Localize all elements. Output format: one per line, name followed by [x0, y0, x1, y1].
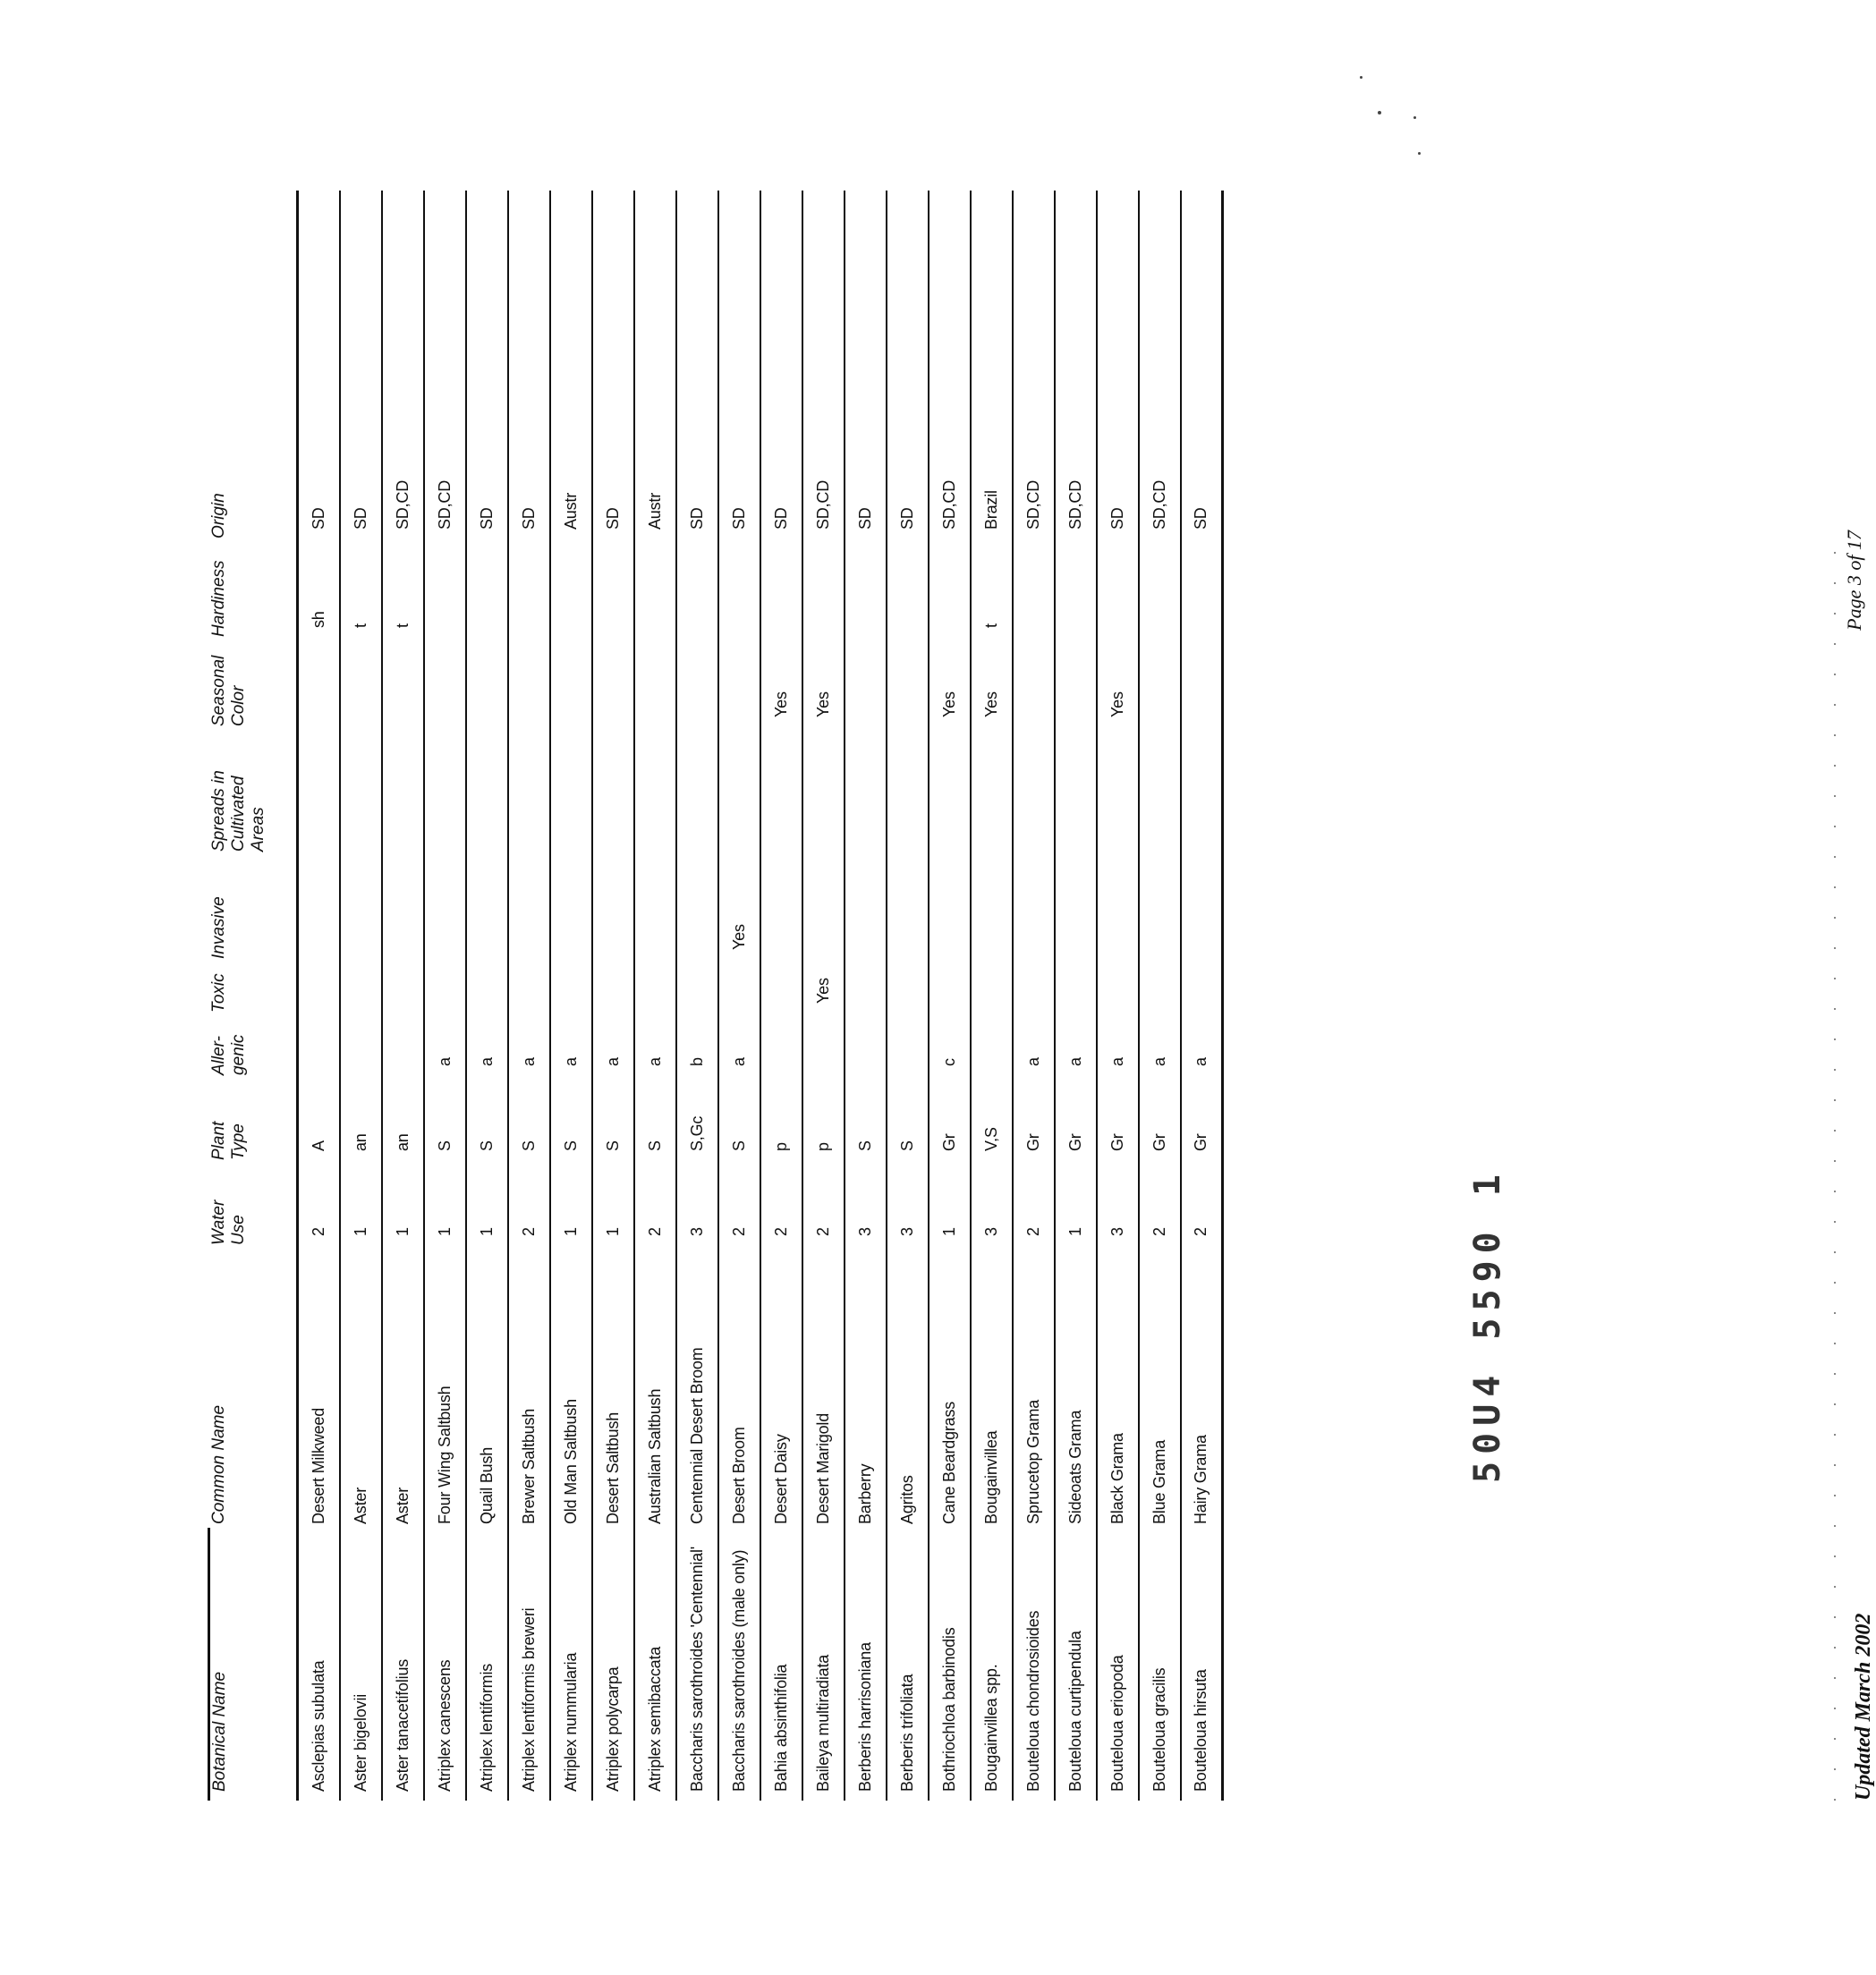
table-row — [845, 191, 887, 1801]
table-cell — [592, 640, 634, 730]
table-cell: Quail Bush — [477, 1446, 496, 1524]
table-cell: SD — [351, 507, 369, 530]
table-cell — [298, 730, 340, 855]
table-cell: 1 — [477, 1227, 496, 1236]
table-cell: Aster tanacetifolius — [393, 1658, 412, 1792]
table-cell: Barberry — [855, 1463, 874, 1524]
table-cell: an — [351, 1133, 369, 1151]
table-cell — [718, 962, 760, 1016]
table-cell: Bougainvillea — [981, 1430, 1000, 1524]
column-header: Toxic — [208, 973, 228, 1013]
table-cell: S — [435, 1140, 454, 1151]
table-row — [424, 191, 466, 1801]
table-cell — [592, 962, 634, 1016]
table-cell — [760, 542, 802, 640]
table-cell: Berberis harrisoniana — [855, 1642, 874, 1792]
table-cell — [929, 542, 971, 640]
table-cell — [1055, 730, 1097, 855]
table-cell: Bahia absinthifolia — [771, 1664, 790, 1792]
table-cell — [1055, 542, 1097, 640]
table-cell — [340, 855, 382, 962]
table-cell: Gr — [1108, 1133, 1126, 1151]
table-cell — [971, 962, 1013, 1016]
column-header: Invasive — [208, 896, 228, 959]
table-cell — [466, 640, 508, 730]
table-cell — [508, 855, 550, 962]
table-cell: 3 — [981, 1227, 1000, 1236]
table-cell: 3 — [687, 1227, 706, 1236]
table-cell — [971, 855, 1013, 962]
table-cell — [676, 640, 718, 730]
table-cell — [550, 855, 592, 962]
table-cell — [845, 640, 887, 730]
table-cell: 3 — [1108, 1227, 1126, 1236]
table-cell: Asclepias subulata — [309, 1660, 327, 1792]
table-cell: Atriplex lentiformis breweri — [519, 1607, 538, 1792]
column-header: Seasonal Color — [208, 655, 248, 726]
table-cell — [1181, 855, 1223, 962]
table-cell: Centennial Desert Broom — [687, 1347, 706, 1524]
table-cell — [971, 1016, 1013, 1079]
table-cell — [1055, 640, 1097, 730]
table-cell: Bouteloua eriopoda — [1108, 1655, 1126, 1792]
table-cell — [634, 542, 676, 640]
table-cell: Old Man Saltbush — [561, 1399, 580, 1524]
table-cell — [634, 962, 676, 1016]
column-header: Water Use — [208, 1199, 248, 1245]
table-cell: 2 — [813, 1227, 832, 1236]
table-cell — [802, 542, 845, 640]
table-cell — [340, 1016, 382, 1079]
table-cell — [929, 730, 971, 855]
table-row — [466, 191, 508, 1801]
table-cell: SD,CD — [813, 479, 832, 530]
table-cell: SD,CD — [1065, 479, 1084, 530]
plant-table — [208, 191, 1224, 1801]
table-row — [760, 191, 802, 1801]
page-number: Page 3 of 17 — [1843, 530, 1865, 631]
table-cell: a — [729, 1057, 748, 1066]
table-cell — [424, 962, 466, 1016]
table-cell — [382, 730, 424, 855]
table-cell: SD — [603, 507, 622, 530]
table-cell — [760, 855, 802, 962]
table-row — [508, 191, 550, 1801]
table-cell: Bothriochloa barbinodis — [939, 1627, 958, 1792]
column-header: Botanical Name — [209, 1528, 298, 1801]
table-cell — [1097, 855, 1139, 962]
table-cell: 2 — [729, 1227, 748, 1236]
table-cell — [298, 640, 340, 730]
table-cell: 2 — [1150, 1227, 1168, 1236]
table-cell: Sprucetop Grama — [1023, 1399, 1042, 1524]
table-cell: a — [603, 1057, 622, 1066]
table-cell: SD — [519, 507, 538, 530]
table-cell — [760, 962, 802, 1016]
table-row — [802, 191, 845, 1801]
table-cell — [929, 962, 971, 1016]
table-cell: Bouteloua gracilis — [1150, 1667, 1168, 1792]
table-cell: Desert Marigold — [813, 1412, 832, 1524]
table-cell — [298, 962, 340, 1016]
table-cell — [298, 855, 340, 962]
table-cell: SD — [771, 507, 790, 530]
table-cell — [508, 730, 550, 855]
table-cell — [718, 730, 760, 855]
table-cell: sh — [309, 611, 327, 628]
table-cell: Yes — [1108, 691, 1126, 717]
table-cell — [887, 640, 929, 730]
table-cell: a — [435, 1057, 454, 1066]
table-cell: Gr — [1023, 1133, 1042, 1151]
table-cell — [1013, 855, 1055, 962]
table-cell — [845, 1016, 887, 1079]
table-cell — [1181, 962, 1223, 1016]
table-cell — [1055, 855, 1097, 962]
table-cell: Hairy Grama — [1192, 1435, 1210, 1524]
table-cell — [1181, 640, 1223, 730]
table-cell: S — [477, 1140, 496, 1151]
table-cell — [382, 640, 424, 730]
table-row — [887, 191, 929, 1801]
table-cell — [340, 962, 382, 1016]
table-cell — [424, 730, 466, 855]
table-cell: S — [855, 1140, 874, 1151]
table-cell — [424, 640, 466, 730]
table-cell: Gr — [1150, 1133, 1168, 1151]
table-cell: t — [981, 623, 1000, 628]
table-cell: Austr — [561, 492, 580, 530]
table-cell — [676, 730, 718, 855]
table-cell — [887, 730, 929, 855]
table-cell: 1 — [561, 1227, 580, 1236]
table-row — [971, 191, 1013, 1801]
table-cell: Desert Broom — [729, 1427, 748, 1524]
table-cell: Atriplex semibaccata — [645, 1646, 664, 1792]
table-cell: a — [1150, 1057, 1168, 1066]
table-cell: Australian Saltbush — [645, 1388, 664, 1524]
table-cell: Desert Milkweed — [309, 1407, 327, 1524]
table-cell: a — [1065, 1057, 1084, 1066]
table-row — [1139, 191, 1181, 1801]
table-cell: Yes — [813, 691, 832, 717]
table-cell: Bouteloua hirsuta — [1192, 1669, 1210, 1792]
table-cell: a — [1023, 1057, 1042, 1066]
table-cell: Yes — [729, 924, 748, 950]
table-cell: Bouteloua curtipendula — [1065, 1631, 1084, 1792]
table-cell — [1181, 542, 1223, 640]
table-cell — [466, 730, 508, 855]
table-cell: Desert Saltbush — [603, 1411, 622, 1524]
table-cell: SD — [1108, 507, 1126, 530]
table-cell: S — [519, 1140, 538, 1151]
table-cell: SD,CD — [435, 479, 454, 530]
table-cell: Agritos — [897, 1475, 916, 1524]
table-cell — [466, 855, 508, 962]
table-cell: Gr — [1192, 1133, 1210, 1151]
table-cell: c — [939, 1058, 958, 1066]
table-cell — [676, 542, 718, 640]
table-cell: SD — [309, 507, 327, 530]
table-cell: S — [561, 1140, 580, 1151]
table-cell: a — [561, 1057, 580, 1066]
table-cell — [340, 730, 382, 855]
column-header: Spreads in Cultivated Areas — [208, 770, 267, 852]
table-cell — [760, 1016, 802, 1079]
table-cell: Yes — [771, 691, 790, 717]
table-cell — [1097, 730, 1139, 855]
table-cell — [802, 855, 845, 962]
table-cell: Yes — [939, 691, 958, 717]
table-cell: SD — [687, 507, 706, 530]
column-header: Hardiness — [208, 560, 228, 637]
table-cell: Cane Beardgrass — [939, 1401, 958, 1524]
table-cell: Yes — [813, 978, 832, 1004]
table-cell: t — [351, 623, 369, 628]
table-cell: Blue Grama — [1150, 1439, 1168, 1524]
table-cell — [718, 542, 760, 640]
table-cell: a — [477, 1057, 496, 1066]
table-cell: 2 — [645, 1227, 664, 1236]
table-cell: Atriplex nummularia — [561, 1652, 580, 1792]
table-cell — [760, 730, 802, 855]
table-cell — [382, 855, 424, 962]
table-row — [1097, 191, 1139, 1801]
table-cell: Aster — [351, 1487, 369, 1524]
table-cell: 2 — [1023, 1227, 1042, 1236]
table-cell — [592, 855, 634, 962]
table-row — [1055, 191, 1097, 1801]
table-cell: Aster bigelovii — [351, 1693, 369, 1792]
table-cell — [592, 730, 634, 855]
table-cell: t — [393, 623, 412, 628]
table-cell — [382, 1016, 424, 1079]
table-header-row — [209, 191, 298, 1801]
document-number-text: 50U4 5590 1 — [1467, 1167, 1508, 1483]
table-cell — [1181, 730, 1223, 855]
table-cell — [845, 855, 887, 962]
table-cell: a — [645, 1057, 664, 1066]
table-cell — [634, 640, 676, 730]
scan-speck — [1413, 116, 1416, 119]
table-cell — [424, 542, 466, 640]
table-cell: 1 — [603, 1227, 622, 1236]
table-cell — [550, 962, 592, 1016]
table-cell: S — [645, 1140, 664, 1151]
table-cell: 2 — [771, 1227, 790, 1236]
table-cell — [887, 855, 929, 962]
table-cell: S — [603, 1140, 622, 1151]
table-row — [550, 191, 592, 1801]
table-cell — [550, 730, 592, 855]
table-cell: 3 — [897, 1227, 916, 1236]
table-cell — [1139, 730, 1181, 855]
column-header: Aller-genic — [208, 1034, 248, 1075]
table-cell: Atriplex polycarpa — [603, 1666, 622, 1792]
table-cell: V,S — [981, 1127, 1000, 1151]
table-cell: an — [393, 1133, 412, 1151]
table-cell: 3 — [855, 1227, 874, 1236]
table-cell — [1139, 855, 1181, 962]
table-cell — [382, 962, 424, 1016]
table-cell — [1013, 640, 1055, 730]
table-cell — [887, 1016, 929, 1079]
table-cell — [466, 542, 508, 640]
table-cell: Atriplex canescens — [435, 1659, 454, 1792]
scan-speck — [1360, 76, 1362, 79]
table-cell — [340, 640, 382, 730]
table-row — [382, 191, 424, 1801]
table-cell: 2 — [519, 1227, 538, 1236]
table-cell: Berberis trifoliata — [897, 1674, 916, 1792]
table-cell — [1013, 730, 1055, 855]
updated-date: Updated March 2002 — [1852, 1613, 1875, 1801]
table-cell: p — [771, 1142, 790, 1151]
table-row — [676, 191, 718, 1801]
table-cell: Gr — [939, 1133, 958, 1151]
table-cell: Aster — [393, 1487, 412, 1524]
table-row — [340, 191, 382, 1801]
table-cell — [634, 730, 676, 855]
table-cell — [550, 640, 592, 730]
table-cell: Atriplex lentiformis — [477, 1663, 496, 1792]
table-cell — [676, 855, 718, 962]
table-cell: 1 — [1065, 1227, 1084, 1236]
table-cell — [508, 962, 550, 1016]
table-cell — [802, 730, 845, 855]
table-cell: Sideoats Grama — [1065, 1410, 1084, 1524]
table-cell — [298, 1016, 340, 1079]
table-cell: Yes — [981, 691, 1000, 717]
table-cell: SD,CD — [393, 479, 412, 530]
table-row — [634, 191, 676, 1801]
table-cell: 1 — [435, 1227, 454, 1236]
table-cell — [676, 962, 718, 1016]
table-cell — [1055, 962, 1097, 1016]
table-cell: Brewer Saltbush — [519, 1408, 538, 1524]
table-row — [718, 191, 760, 1801]
table-cell: Gr — [1065, 1133, 1084, 1151]
table-cell: Baccharis sarothroides (male only) — [729, 1549, 748, 1792]
table-cell: Bougainvillea spp. — [981, 1664, 1000, 1792]
table-cell — [971, 730, 1013, 855]
table-cell: 1 — [939, 1227, 958, 1236]
table-cell: SD — [1192, 507, 1210, 530]
table-cell: S — [897, 1140, 916, 1151]
table-cell: Four Wing Saltbush — [435, 1386, 454, 1524]
table-cell: 1 — [393, 1227, 412, 1236]
table-cell — [1097, 962, 1139, 1016]
table-cell: SD — [855, 507, 874, 530]
table-cell: a — [519, 1057, 538, 1066]
column-header: Common Name — [208, 1404, 228, 1524]
table-cell — [845, 542, 887, 640]
table-cell: b — [687, 1057, 706, 1066]
table-cell: p — [813, 1142, 832, 1151]
table-row — [592, 191, 634, 1801]
table-cell: Baileya multiradiata — [813, 1654, 832, 1792]
table-cell: 2 — [309, 1227, 327, 1236]
table-cell — [508, 640, 550, 730]
table-cell — [887, 962, 929, 1016]
table-cell — [718, 640, 760, 730]
column-header: Origin — [208, 493, 228, 538]
table-cell: SD,CD — [1150, 479, 1168, 530]
table-row — [1181, 191, 1223, 1801]
table-cell — [887, 542, 929, 640]
scan-dots — [1834, 530, 1836, 1801]
table-cell: S,Gc — [687, 1115, 706, 1151]
scan-speck — [1418, 152, 1421, 155]
table-cell — [550, 542, 592, 640]
column-header: Plant Type — [208, 1121, 248, 1160]
table-cell: Brazil — [981, 490, 1000, 530]
table-cell — [1139, 640, 1181, 730]
table-row — [298, 191, 340, 1801]
table-cell: SD — [897, 507, 916, 530]
table-cell — [845, 730, 887, 855]
table-cell — [1139, 542, 1181, 640]
table-cell: a — [1108, 1057, 1126, 1066]
scan-speck — [1378, 111, 1381, 114]
table-cell: SD — [477, 507, 496, 530]
table-row — [929, 191, 971, 1801]
table-cell — [466, 962, 508, 1016]
table-cell — [1139, 962, 1181, 1016]
table-cell: SD — [729, 507, 748, 530]
table-cell — [592, 542, 634, 640]
table-row — [1013, 191, 1055, 1801]
table-cell — [1013, 962, 1055, 1016]
table-cell: Baccharis sarothroides 'Centennial' — [687, 1546, 706, 1792]
table-cell: S — [729, 1140, 748, 1151]
table-cell: SD,CD — [1023, 479, 1042, 530]
table-cell — [929, 855, 971, 962]
table-body — [298, 191, 1223, 1801]
table-cell: 1 — [351, 1227, 369, 1236]
table-cell: A — [309, 1140, 327, 1151]
table-cell — [1097, 542, 1139, 640]
table-cell: Desert Daisy — [771, 1434, 790, 1524]
table-cell — [1013, 542, 1055, 640]
table-cell — [845, 962, 887, 1016]
table-cell: a — [1192, 1057, 1210, 1066]
table-cell — [424, 855, 466, 962]
table-cell — [634, 855, 676, 962]
table-cell — [802, 1016, 845, 1079]
table-cell: Bouteloua chondrosioides — [1023, 1610, 1042, 1792]
table-cell: SD,CD — [939, 479, 958, 530]
table-cell: Black Grama — [1108, 1433, 1126, 1524]
table-cell: 2 — [1192, 1227, 1210, 1236]
table-cell: Austr — [645, 492, 664, 530]
table-cell — [508, 542, 550, 640]
